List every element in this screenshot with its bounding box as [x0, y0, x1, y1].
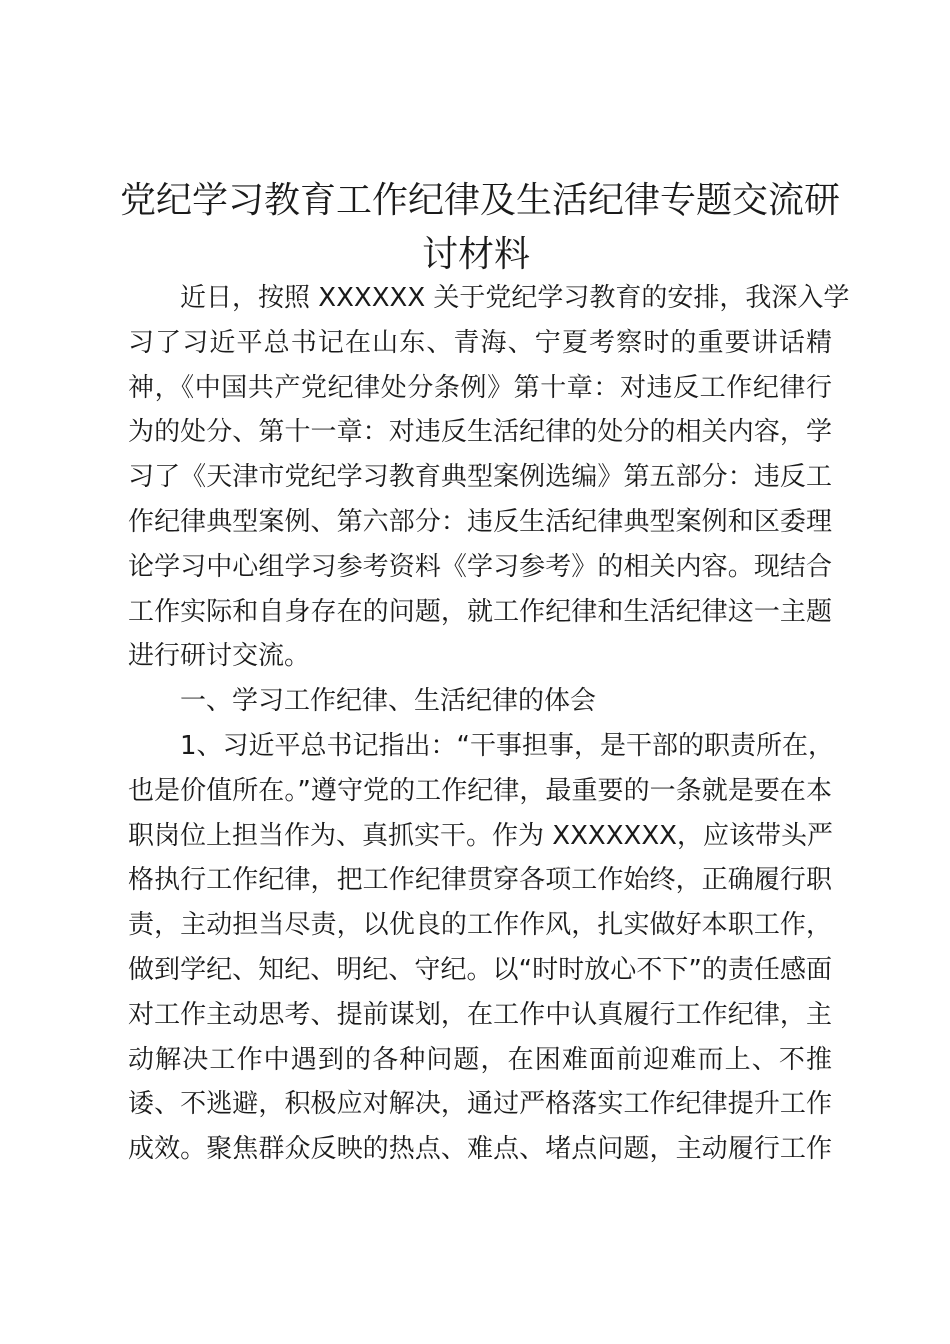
title-line: 党纪学习教育工作纪律及生活纪律专题交流研 — [120, 180, 841, 221]
text-line: 习了习近平总书记在山东、青海、宁夏考察时的重要讲话精 — [128, 327, 832, 358]
heading-line: 一、学习工作纪律、生活纪律的体会 — [180, 686, 597, 717]
intro-paragraph — [128, 276, 850, 679]
point-1-paragraph — [128, 724, 835, 1172]
text-line: 格执行工作纪律，把工作纪律贯穿各项工作始终，正确履行职 — [128, 865, 832, 896]
text-line: 动解决工作中遇到的各种问题，在困难面前迎难而上、不推 — [128, 1044, 832, 1075]
text-line: 进行研讨交流。 — [128, 641, 311, 672]
text-line: 成效。聚焦群众反映的热点、难点、堵点问题，主动履行工作 — [128, 1134, 832, 1165]
text-line: 责，主动担当尽责，以优良的工作作风，扎实做好本职工作， — [128, 910, 832, 941]
text-line: 1、习近平总书记指出：“干事担事，是干部的职责所在， — [180, 730, 835, 761]
document-title — [120, 174, 841, 282]
title-line: 讨材料 — [421, 234, 530, 275]
text-line: 也是价值所在。”遵守党的工作纪律，最重要的一条就是要在本 — [128, 775, 832, 806]
text-line: 诿、不逃避，积极应对解决，通过严格落实工作纪律提升工作 — [128, 1089, 832, 1120]
text-line: 论学习中心组学习参考资料《学习参考》的相关内容。现结合 — [128, 551, 832, 582]
text-line: 对工作主动思考、提前谋划，在工作中认真履行工作纪律，主 — [128, 999, 832, 1030]
text-line: 职岗位上担当作为、真抓实干。作为 XXXXXXX，应该带头严 — [128, 820, 833, 851]
text-line: 作纪律典型案例、第六部分：违反生活纪律典型案例和区委理 — [128, 506, 832, 537]
text-line: 习了《天津市党纪学习教育典型案例选编》第五部分：违反工 — [128, 462, 832, 493]
text-line: 做到学纪、知纪、明纪、守纪。以“时时放心不下”的责任感面 — [128, 954, 832, 985]
text-line: 近日，按照 XXXXXX 关于党纪学习教育的安排，我深入学 — [180, 283, 850, 313]
text-line: 为的处分、第十一章：对违反生活纪律的处分的相关内容，学 — [128, 417, 832, 448]
text-line: 工作实际和自身存在的问题，就工作纪律和生活纪律这一主题 — [128, 596, 832, 627]
document-body — [128, 276, 850, 1172]
section-heading — [128, 679, 832, 724]
text-line: 神，《中国共产党纪律处分条例》第十章：对违反工作纪律行 — [128, 372, 832, 403]
